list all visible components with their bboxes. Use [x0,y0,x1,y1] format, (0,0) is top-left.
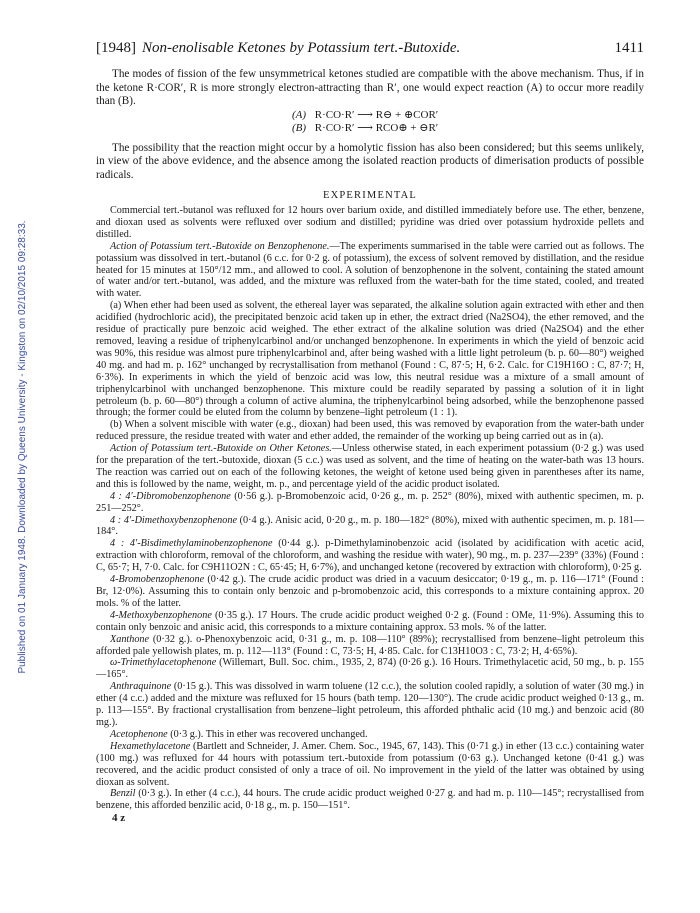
paragraph-text: (0·32 g.). o-Phenoxybenzoic acid, 0·31 g., m. p. 108—110° (89%); recrystallised from benzene–light petroleum this afforded pale yellowish plates, m. p. 112—113° (Found : C, 73·5; H, 4·85. Calc. for C13H10O3 : C, 73·2; H, 4·65%). [96,633,644,657]
paragraph-lead: 4 : 4′-Bisdimethylaminobenzophenone [110,538,273,550]
paragraph-lead: Xanthone [110,633,150,645]
download-notice-sidebar: Published on 01 January 1948. Downloaded by Queens University - Kingston on 02/10/2015 09:28:33. [17,220,28,674]
experimental-paragraph [96,741,644,789]
paragraph-lead: ω-Trimethylacetophenone [110,657,217,669]
experimental-body [96,205,644,812]
paragraph-lead: Anthraquinone [110,681,172,693]
paragraph-text: (0·56 g.). p-Bromobenzoic acid, 0·26 g., m. p. 252° (80%), mixed with authentic specimen, m. p. 251—252°. [96,490,644,514]
paragraph-text: (0·3 g.). This in ether was recovered unchanged. [167,728,368,740]
paragraph-lead: 4 : 4′-Dimethoxybenzophenone [110,514,237,526]
equation-a-label: (A) [292,108,307,121]
equation-b-text: R·CO·R′ ⟶ RCO⊕ + ⊖R′ [314,122,439,134]
experimental-paragraph [96,443,644,491]
paragraph-text: (0·44 g.). p-Dimethylaminobenzoic acid (isolated by acidification with acetic acid, extraction with chloroform, removal of the chloroform, and washing the residue with water), 90 mg., m. p. 237—239° (33%) (Found : C, 65·7; H, 7·0. Calc. for C9H11O2N : C, 65·45; H, 6·7%), and unchanged ketone (recovered by extraction with chloroform), 0·25 g. [96,538,645,574]
paragraph-text: —The experiments summarised in the table were carried out as follows. The potassium was dissolved in tert.-butanol (6 c.c. for 0·2 g. of potassium), the excess of solvent removed by distillation, and the residue heated for 15 minutes at 150°/12 mm., and allowed to cool. A solution of benzophenone in the solvent, containing the stated amount of water and/or tert.-butanol, was added, and the mixture was refluxed from the water-bath for the time stated, cooled, and treated with water. [96,240,644,300]
experimental-paragraph [96,419,644,443]
journal-page [96,40,644,824]
experimental-paragraph [96,610,644,634]
paragraph-text: (b) When a solvent miscible with water (e.g., dioxan) had been used, this was removed by evaporation from the water-bath under reduced pressure, the residue treated with water and ether added, the remainder of the working up being carried out as in (a). [96,419,644,443]
experimental-paragraph [96,300,644,419]
experimental-paragraph [96,491,644,515]
header-title: Non-enolisable Ketones by Potassium tert.-Butoxide. [142,40,461,56]
experimental-paragraph [96,657,644,681]
paragraph-text: (0·35 g.). 17 Hours. The crude acidic product weighed 0·2 g. (Found : OMe, 11·9%). Assuming this to contain only benzoic and anisic acid, this corresponds to a mixture containing approx. 53 mols. % of the latter. [96,609,644,633]
paragraph-lead: 4 : 4′-Dibromobenzophenone [110,490,231,502]
paragraph-text: (Bartlett and Schneider, J. Amer. Chem. Soc., 1945, 67, 143). This (0·71 g.) in ether (13 c.c.) containing water (100 mg.) was refluxed for 44 hours with potassium tert.-butoxide from potassium (0·63 g.). Unchanged ketone (0·41 g.) was recovered, and the acidic product consisted of only a trace of oil. No improvement in the yield of the latter was obtained by using dioxan as solvent. [96,740,644,788]
header-year: [1948] [96,40,136,56]
intro-paragraph-1: The modes of fission of the few unsymmetrical ketones studied are compatible with the above mechanism. Thus, if in the ketone R·COR′, R is more strongly electron-attracting than R′, one would expect reaction (A) to occur more readily than (B). [96,68,644,107]
equation-a [292,109,644,123]
paragraph-lead: Hexamethylacetone [110,740,191,752]
paragraph-lead: Action of Potassium tert.-Butoxide on Other Ketones. [110,443,332,455]
paragraph-lead: Action of Potassium tert.-Butoxide on Benzophenone. [110,240,330,252]
experimental-paragraph [96,515,644,539]
paragraph-lead: 4-Bromobenzophenone [110,574,205,586]
paragraph-lead: 4-Methoxybenzophenone [110,609,212,621]
section-heading: EXPERIMENTAL [322,190,418,201]
experimental-paragraph [96,634,644,658]
paragraph-lead: Benzil [110,788,136,800]
experimental-paragraph [96,241,644,301]
experimental-paragraph [96,574,644,610]
paragraph-text: (0·3 g.). In ether (4 c.c.), 44 hours. The crude acidic product weighed 0·27 g. and had m. p. 110—145°; recrystallised from benzene, this afforded benzilic acid, 0·18 g., m. p. 150—151°. [96,788,644,812]
signature-mark: 4 z [112,812,126,825]
paragraph-text: (Willemart, Bull. Soc. chim., 1935, 2, 874) (0·26 g.). 16 Hours. Trimethylacetic acid, 50 mg., b. p. 155—165°. [96,657,644,681]
intro-paragraph-2: The possibility that the reaction might occur by a homolytic fission has also been considered; but this seems unlikely, in view of the above evidence, and the absence among the isolated reaction products of dimerisation products of possible radicals. [96,141,644,181]
paragraph-text: (0·42 g.). The crude acidic product was dried in a vacuum desiccator; 0·19 g., m. p. 116—171° (Found : Br, 12·0%). Assuming this to contain only benzoic and p-bromobenzoic acid, this corresponds to a mixture containing approx. 20 mols. % of the latter. [96,574,644,609]
equation-b [292,122,644,136]
experimental-paragraph [96,729,644,741]
paragraph-text: —Unless otherwise stated, in each experiment potassium (0·2 g.) was used for the preparation of the tert.-butoxide, dioxan (5 c.c.) was used as solvent, and the time of heating on the water-bath was 13 hours. The reaction was carried out on each of the following ketones, the weight of ketone used being given in parentheses after its name, and this is followed by the name, weight, m. p., and percentage yield of the acidic product isolated. [96,443,644,490]
running-header [96,40,644,62]
experimental-paragraph [96,538,644,574]
equation-b-label: (B) [292,122,307,134]
paragraph-text: (0·15 g.). This was dissolved in warm toluene (12 c.c.), the solution cooled rapidly, a solution of water (30 mg.) in ether (4 c.c.) added and the mixture was refluxed for 15 hours (bath temp. 120—130°). The crude acidic product weighed 0·13 g., m. p. 113—155°. By fractional crystallisation from benzene–light petroleum, this afforded phthalic acid (10 mg.) and benzoic acid (80 mg.). [96,681,644,728]
paragraph-text: (0·4 g.). Anisic acid, 0·20 g., m. p. 180—182° (80%), mixed with authentic specimen, m. p. 181—184°. [96,514,645,538]
header-page-number: 1411 [614,40,644,56]
experimental-paragraph [96,788,644,812]
equation-a-text: R·CO·R′ ⟶ R⊖ + ⊕COR′ [314,108,439,121]
paragraph-lead: Acetophenone [110,728,168,740]
paragraph-text: Commercial tert.-butanol was refluxed for 12 hours over barium oxide, and distilled immediately before use. The ether, benzene, and dioxan used as solvents were refluxed over sodium and distilled; pyridine was dried over potassium hydroxide pellets and distilled. [96,205,644,240]
experimental-paragraph [96,205,644,241]
paragraph-text: (a) When ether had been used as solvent, the ethereal layer was separated, the alkaline solution again extracted with ether and then acidified (hydrochloric acid), the precipitated benzoic acid taken up in ether, the extract dried (Na2SO4), the ether removed, and the residue of practically pure benzoic acid weighed. The ether extract of the alkaline solution was dried (Na2SO4) and the ether removed, leaving a residue of triphenylcarbinol and/or unchanged benzophenone. In experiments in which the yield of benzoic acid was 90%, this residue was almost pure triphenylcarbinol and, after being washed with a little light petroleum (b. p. 60—80°) weighed 40 mg. and had m. p. 162° unchanged by recrystallisation from methanol (Found : C, 87·5; H, 6·2. Calc. for C19H16O : C, 87·7; H, 6·3%). In experiments in which the yield of benzoic acid was low, this neutral residue was a mixture of a small amount of triphenylcarbinol with unchanged benzophenone. This mixture could be readily separated by passing a solution of it in light petroleum (b. p. 60—80°) through a column of active alumina, the triphenylcarbinol being adsorbed, while the benzophenone passed through; the former could be eluted from the column by benzene–light petroleum (1 : 1). [96,300,644,419]
experimental-paragraph [96,681,644,729]
